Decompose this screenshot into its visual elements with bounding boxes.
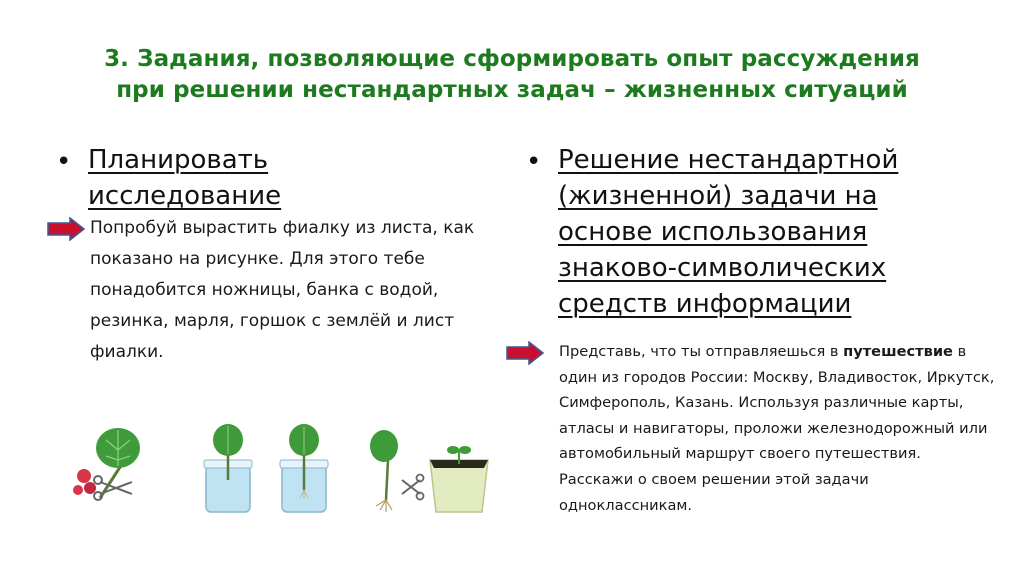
title-line-1: 3. Задания, позволяющие сформировать опыт рассуждения <box>104 46 920 72</box>
right-heading-line-1: Решение нестандартной <box>558 145 899 175</box>
left-heading-line-1: Планировать <box>88 145 269 175</box>
right-heading <box>558 142 898 322</box>
right-heading-line-2: (жизненной) задачи на <box>558 181 878 211</box>
right-task-intro: Представь, что ты отправляешься в <box>559 343 839 360</box>
right-task-bold-word: путешествие <box>843 343 953 360</box>
leaf-in-jar-icon <box>204 424 252 512</box>
right-heading-line-5: средств информации <box>558 289 852 319</box>
violet-growing-illustration <box>70 420 490 520</box>
right-heading-line-4: знаково-символических <box>558 253 887 283</box>
bullet-icon: • <box>526 147 542 177</box>
bullet-icon: • <box>56 147 72 177</box>
leaf-and-scissors-icon <box>73 428 140 500</box>
arrow-right-icon <box>46 217 86 241</box>
right-task-rest: в один из городов России: Москву, Владивосток, Иркутск, Симферополь, Казань. Используя различные карты, атласы и навигаторы, проложи железнодорожный или автомобильный маршрут своего путешествия. Расскажи о своем решении этой задачи одноклассникам. <box>559 343 995 514</box>
left-heading <box>88 142 281 214</box>
right-task-text <box>559 339 999 518</box>
leaf-in-jar-icon <box>280 424 328 512</box>
title-line-2: при решении нестандартных задач – жизненных ситуаций <box>116 77 908 103</box>
arrow-right-icon <box>505 341 545 365</box>
left-task-text: Попробуй вырастить фиалку из листа, как показано на рисунке. Для этого тебе понадобится ножницы, банка с водой, резинка, марля, горшок с землёй и лист фиалки. <box>90 218 475 362</box>
left-heading-line-2: исследование <box>88 181 282 211</box>
pot-with-soil-icon <box>430 446 488 512</box>
rooted-leaf-icon <box>370 430 424 512</box>
right-heading-line-3: основе использования <box>558 217 868 247</box>
slide-title <box>40 44 984 106</box>
